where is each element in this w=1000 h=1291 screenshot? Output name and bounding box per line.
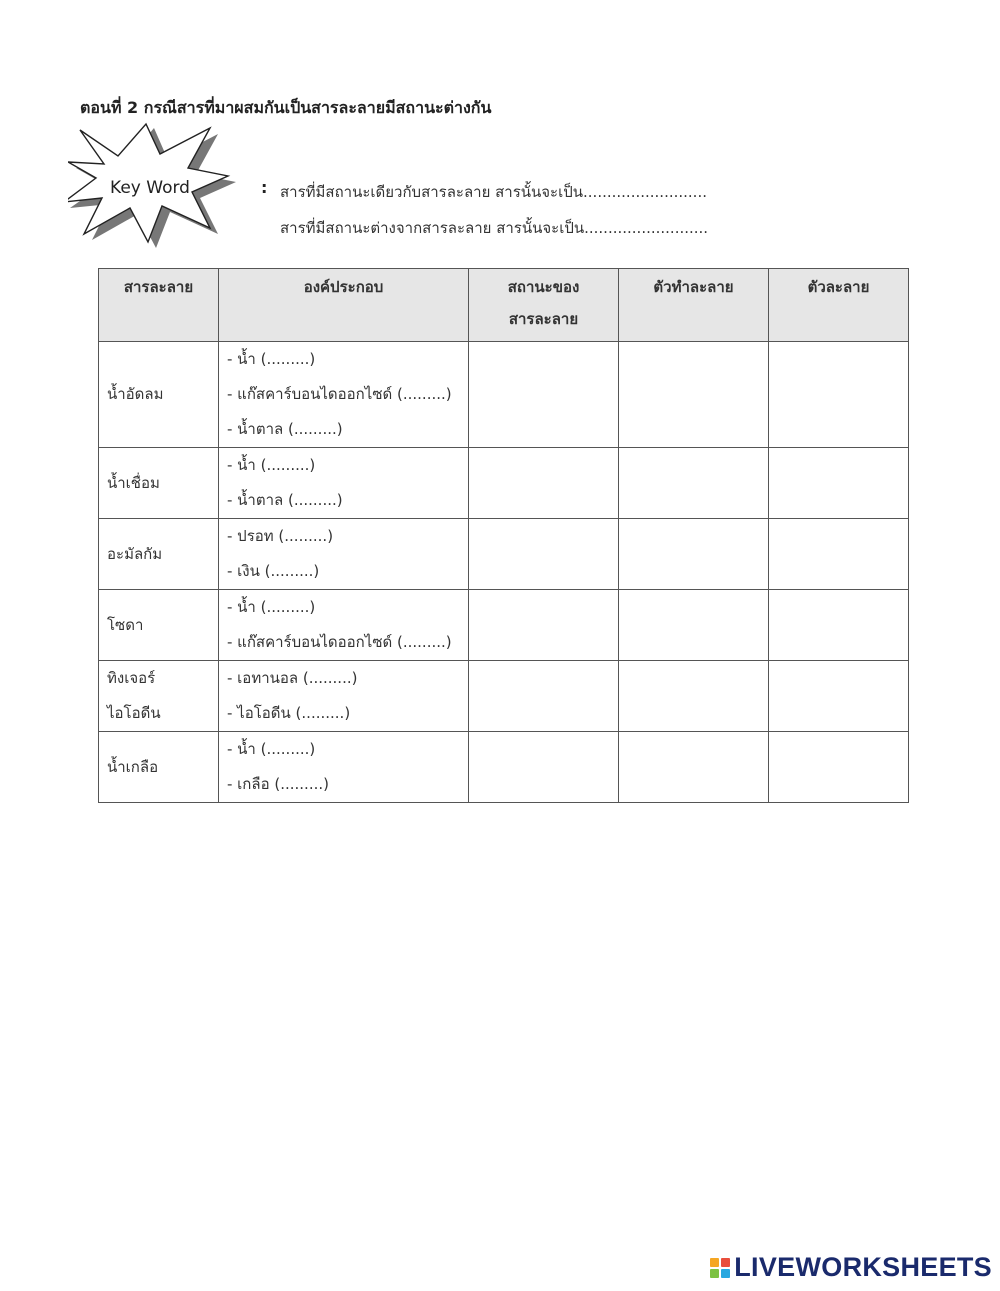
logo-block	[710, 1269, 719, 1278]
component-item: - น้ำ (.........)	[227, 598, 316, 616]
header-solvent: ตัวทำละลาย	[619, 269, 769, 342]
component-item: - ปรอท (.........)	[227, 527, 334, 545]
answer-cell-solvent[interactable]	[619, 342, 769, 448]
component-item: - เกลือ (.........)	[227, 775, 329, 793]
answer-cell-solvent[interactable]	[619, 519, 769, 590]
answer-cell-state[interactable]	[469, 590, 619, 661]
answer-cell-state[interactable]	[469, 661, 619, 732]
answer-cell-solvent[interactable]	[619, 448, 769, 519]
component-item: - น้ำ (.........)	[227, 740, 316, 758]
row-components	[219, 732, 469, 803]
keyword-starburst	[68, 122, 240, 250]
keyword-line-same-state: สารที่มีสถานะเดียวกับสารละลาย สารนั้นจะเป็น..........................	[280, 183, 707, 201]
row-components	[219, 590, 469, 661]
component-item: - แก๊สคาร์บอนไดออกไซด์ (.........)	[227, 385, 452, 403]
row-name-line2: ไอโอดีน	[107, 704, 161, 722]
answer-cell-solvent[interactable]	[619, 661, 769, 732]
row-components	[219, 448, 469, 519]
table-row	[99, 590, 909, 661]
logo-blocks-icon	[710, 1258, 730, 1278]
table-header-row	[99, 269, 909, 342]
row-name: น้ำเกลือ	[99, 732, 219, 803]
table-row	[99, 342, 909, 448]
answer-cell-state[interactable]	[469, 342, 619, 448]
row-name-line1: ทิงเจอร์	[107, 669, 156, 687]
table-row	[99, 448, 909, 519]
row-name	[99, 661, 219, 732]
component-item: - น้ำตาล (.........)	[227, 420, 343, 438]
answer-cell-solute[interactable]	[769, 519, 909, 590]
row-name: อะมัลกัม	[99, 519, 219, 590]
component-item: - เงิน (.........)	[227, 562, 320, 580]
row-components	[219, 661, 469, 732]
table-row	[99, 519, 909, 590]
answer-cell-solute[interactable]	[769, 590, 909, 661]
row-components	[219, 342, 469, 448]
component-item: - เอทานอล (.........)	[227, 669, 358, 687]
table-row	[99, 732, 909, 803]
row-components	[219, 519, 469, 590]
answer-cell-solvent[interactable]	[619, 590, 769, 661]
keyword-label: Key Word	[110, 178, 190, 198]
header-state	[469, 269, 619, 342]
header-state-line1: สถานะของ	[507, 278, 580, 296]
component-item: - แก๊สคาร์บอนไดออกไซด์ (.........)	[227, 633, 452, 651]
answer-cell-solute[interactable]	[769, 448, 909, 519]
component-item: - น้ำ (.........)	[227, 350, 316, 368]
answer-cell-state[interactable]	[469, 519, 619, 590]
section-heading: ตอนที่ 2 กรณีสารที่มาผสมกันเป็นสารละลายมีสถานะต่างกัน	[80, 98, 492, 117]
logo-block	[710, 1258, 719, 1267]
row-name: น้ำเชื่อม	[99, 448, 219, 519]
header-solution: สารละลาย	[99, 269, 219, 342]
answer-cell-solute[interactable]	[769, 732, 909, 803]
row-name: โซดา	[99, 590, 219, 661]
answer-cell-solvent[interactable]	[619, 732, 769, 803]
answer-cell-solute[interactable]	[769, 342, 909, 448]
keyword-colon: :	[261, 178, 268, 197]
table-row	[99, 661, 909, 732]
component-item: - ไอโอดีน (.........)	[227, 704, 351, 722]
liveworksheets-logo[interactable]	[710, 1252, 992, 1283]
header-state-line2: สารละลาย	[508, 310, 579, 328]
logo-block	[721, 1269, 730, 1278]
answer-cell-state[interactable]	[469, 732, 619, 803]
component-item: - น้ำ (.........)	[227, 456, 316, 474]
solution-table	[98, 268, 909, 803]
row-name: น้ำอัดลม	[99, 342, 219, 448]
logo-block	[721, 1258, 730, 1267]
answer-cell-state[interactable]	[469, 448, 619, 519]
component-item: - น้ำตาล (.........)	[227, 491, 343, 509]
header-components: องค์ประกอบ	[219, 269, 469, 342]
header-solute: ตัวละลาย	[769, 269, 909, 342]
answer-cell-solute[interactable]	[769, 661, 909, 732]
logo-text: LIVEWORKSHEETS	[734, 1252, 992, 1282]
keyword-line-different-state: สารที่มีสถานะต่างจากสารละลาย สารนั้นจะเป็น..........................	[280, 219, 709, 237]
